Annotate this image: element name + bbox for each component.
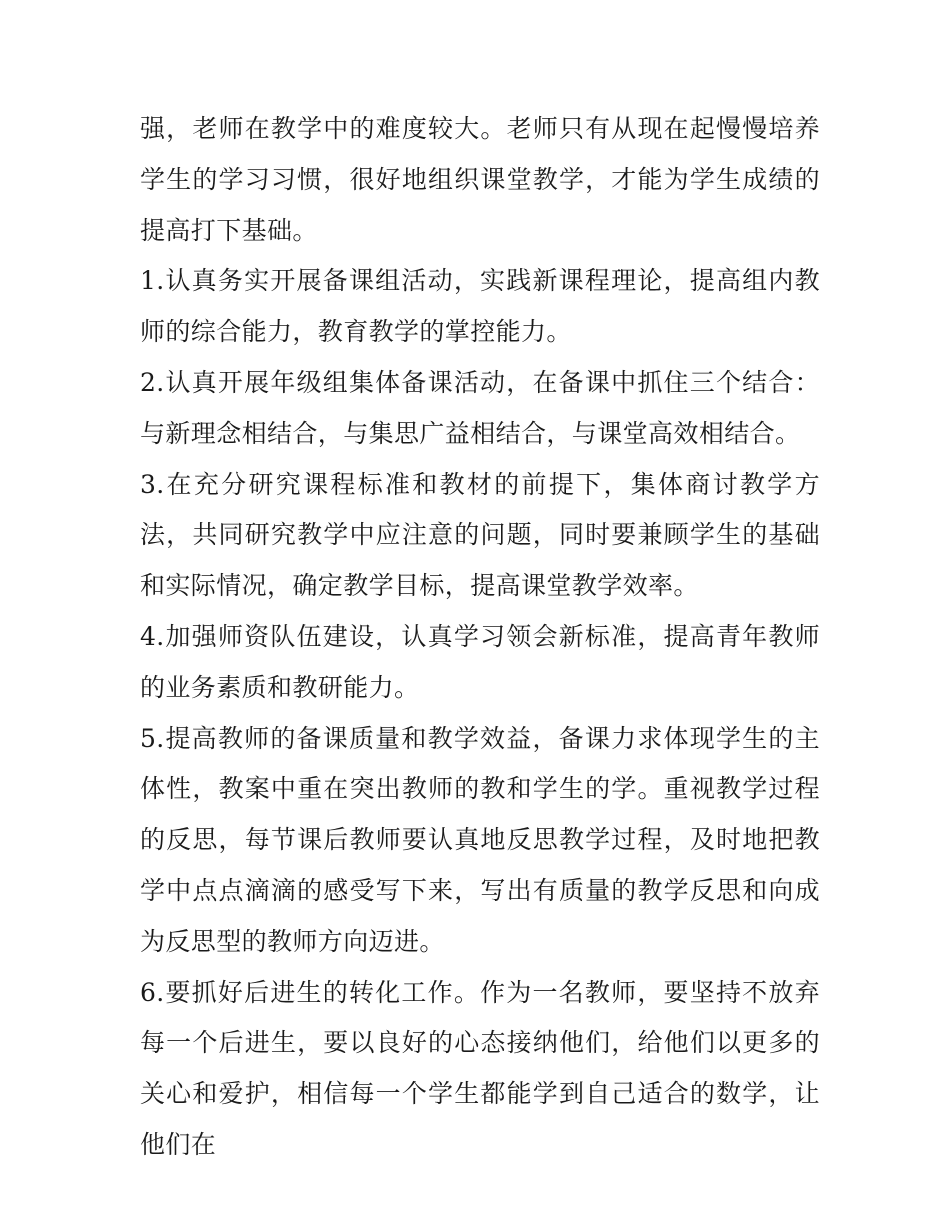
paragraph-item-5: 5.提高教师的备课质量和教学效益，备课力求体现学生的主体性，教案中重在突出教师的教和学生的学。重视教学过程的反思，每节课后教师要认真地反思教学过程，及时地把教学中点点滴滴的感受写下来，写出有质量的教学反思和向成为反思型的教师方向迈进。 (140, 723, 820, 956)
paragraph-item-2: 2.认真开展年级组集体备课活动，在备课中抓住三个结合：与新理念相结合，与集思广益相结合，与课堂高效相结合。 (140, 367, 820, 448)
paragraph-item-6: 6.要抓好后进生的转化工作。作为一名教师，要坚持不放弃每一个后进生，要以良好的心态接纳他们，给他们以更多的关心和爱护，相信每一个学生都能学到自己适合的数学，让他们在 (140, 977, 820, 1159)
paragraph-item-4: 4.加强师资队伍建设，认真学习领会新标准，提高青年教师的业务素质和教研能力。 (140, 621, 820, 702)
paragraph-item-1: 1.认真务实开展备课组活动，实践新课程理论，提高组内教师的综合能力，教育教学的掌控能力。 (140, 266, 820, 347)
document-body (140, 104, 820, 1171)
paragraph-item-3: 3.在充分研究课程标准和教材的前提下，集体商讨教学方法，共同研究教学中应注意的问题，同时要兼顾学生的基础和实际情况，确定教学目标，提高课堂教学效率。 (140, 469, 820, 601)
paragraph-continuation: 强，老师在教学中的难度较大。老师只有从现在起慢慢培养学生的学习习惯，很好地组织课堂教学，才能为学生成绩的提高打下基础。 (140, 114, 820, 245)
